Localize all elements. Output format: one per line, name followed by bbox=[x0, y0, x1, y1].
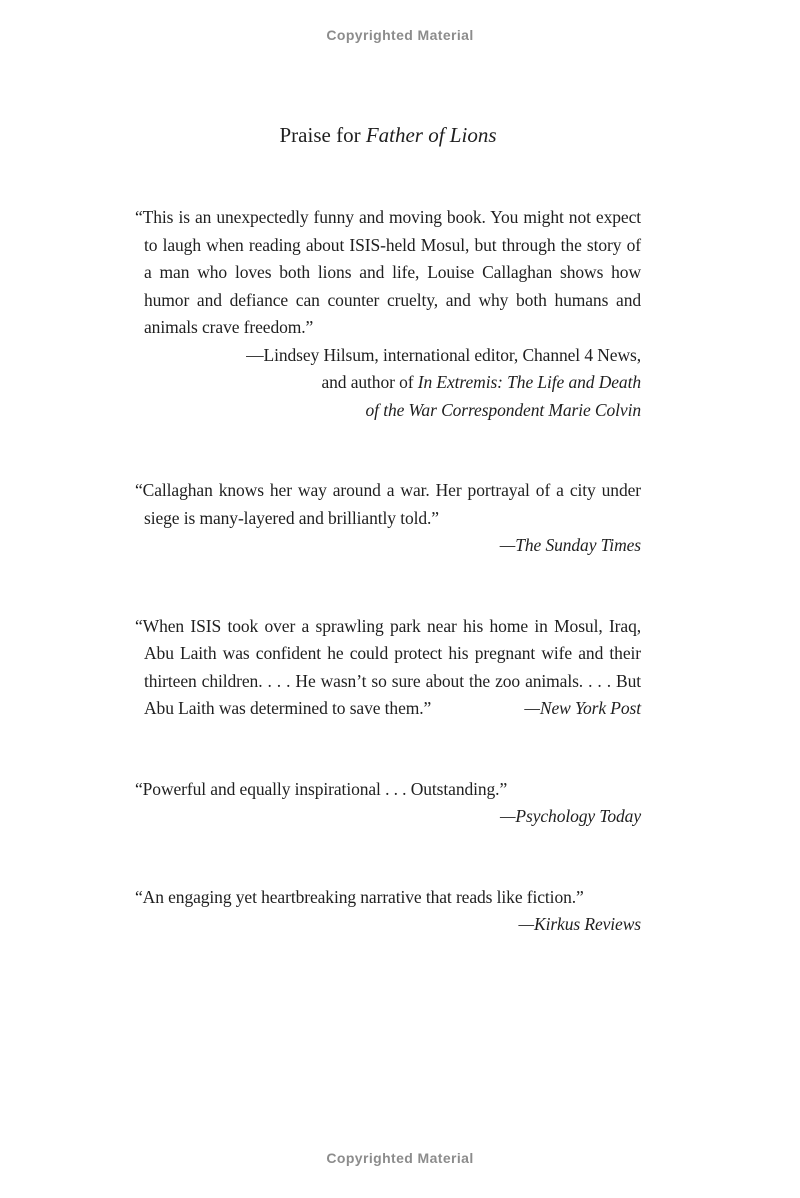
page-title-prefix: Praise for bbox=[279, 123, 366, 147]
praise-quote bbox=[135, 776, 641, 831]
quote-attribution bbox=[135, 911, 641, 939]
page-title bbox=[135, 121, 641, 149]
quote-text-body: “When ISIS took over a sprawling park near his home in Mosul, Iraq, Abu Laith was confident he could protect his pregnant wife and their thirteen children. . . . He wasn’t so sure about the zoo animals. . . . But Abu Laith was determined to save them.” bbox=[135, 615, 641, 718]
quote-text: “Callaghan knows her way around a war. Her portrayal of a city under siege is many-layered and brilliantly told.” bbox=[135, 480, 641, 528]
quote-attribution bbox=[135, 803, 641, 831]
quote-text: “Powerful and equally inspirational . . . Outstanding.” bbox=[135, 778, 508, 799]
attribution-work-title: In Extremis: The Life and Death bbox=[417, 372, 641, 392]
copyright-notice-top: Copyrighted Material bbox=[326, 27, 474, 43]
page-title-book-name: Father of Lions bbox=[365, 123, 497, 147]
attribution-source: —The Sunday Times bbox=[499, 535, 641, 555]
attribution-source: —Kirkus Reviews bbox=[518, 914, 641, 934]
quote-attribution bbox=[135, 532, 641, 560]
quote-text: “This is an unexpectedly funny and moving book. You might not expect to laugh when reading about ISIS-held Mosul, but through the story of a man who loves both lions and life, Louise Callaghan shows how humor and defiance can counter cruelty, and why both humans and animals crave freedom.” bbox=[135, 207, 641, 337]
praise-quote bbox=[135, 884, 641, 939]
praise-quote bbox=[135, 204, 641, 424]
attribution-work-title: of the War Correspondent Marie Colvin bbox=[365, 399, 641, 420]
praise-page-content bbox=[135, 121, 641, 939]
attribution-line bbox=[135, 369, 641, 397]
attribution-line: —Lindsey Hilsum, international editor, Channel 4 News, bbox=[246, 344, 641, 365]
attribution-text: and author of bbox=[321, 372, 418, 392]
attribution-source: —New York Post bbox=[524, 698, 641, 718]
copyright-notice-bottom: Copyrighted Material bbox=[326, 1150, 474, 1166]
quote-attribution bbox=[135, 342, 641, 425]
quote-text bbox=[135, 613, 641, 723]
praise-quote bbox=[135, 613, 641, 723]
praise-quote bbox=[135, 477, 641, 560]
quote-text: “An engaging yet heartbreaking narrative that reads like fiction.” bbox=[135, 886, 584, 907]
attribution-source: —Psychology Today bbox=[499, 806, 641, 826]
